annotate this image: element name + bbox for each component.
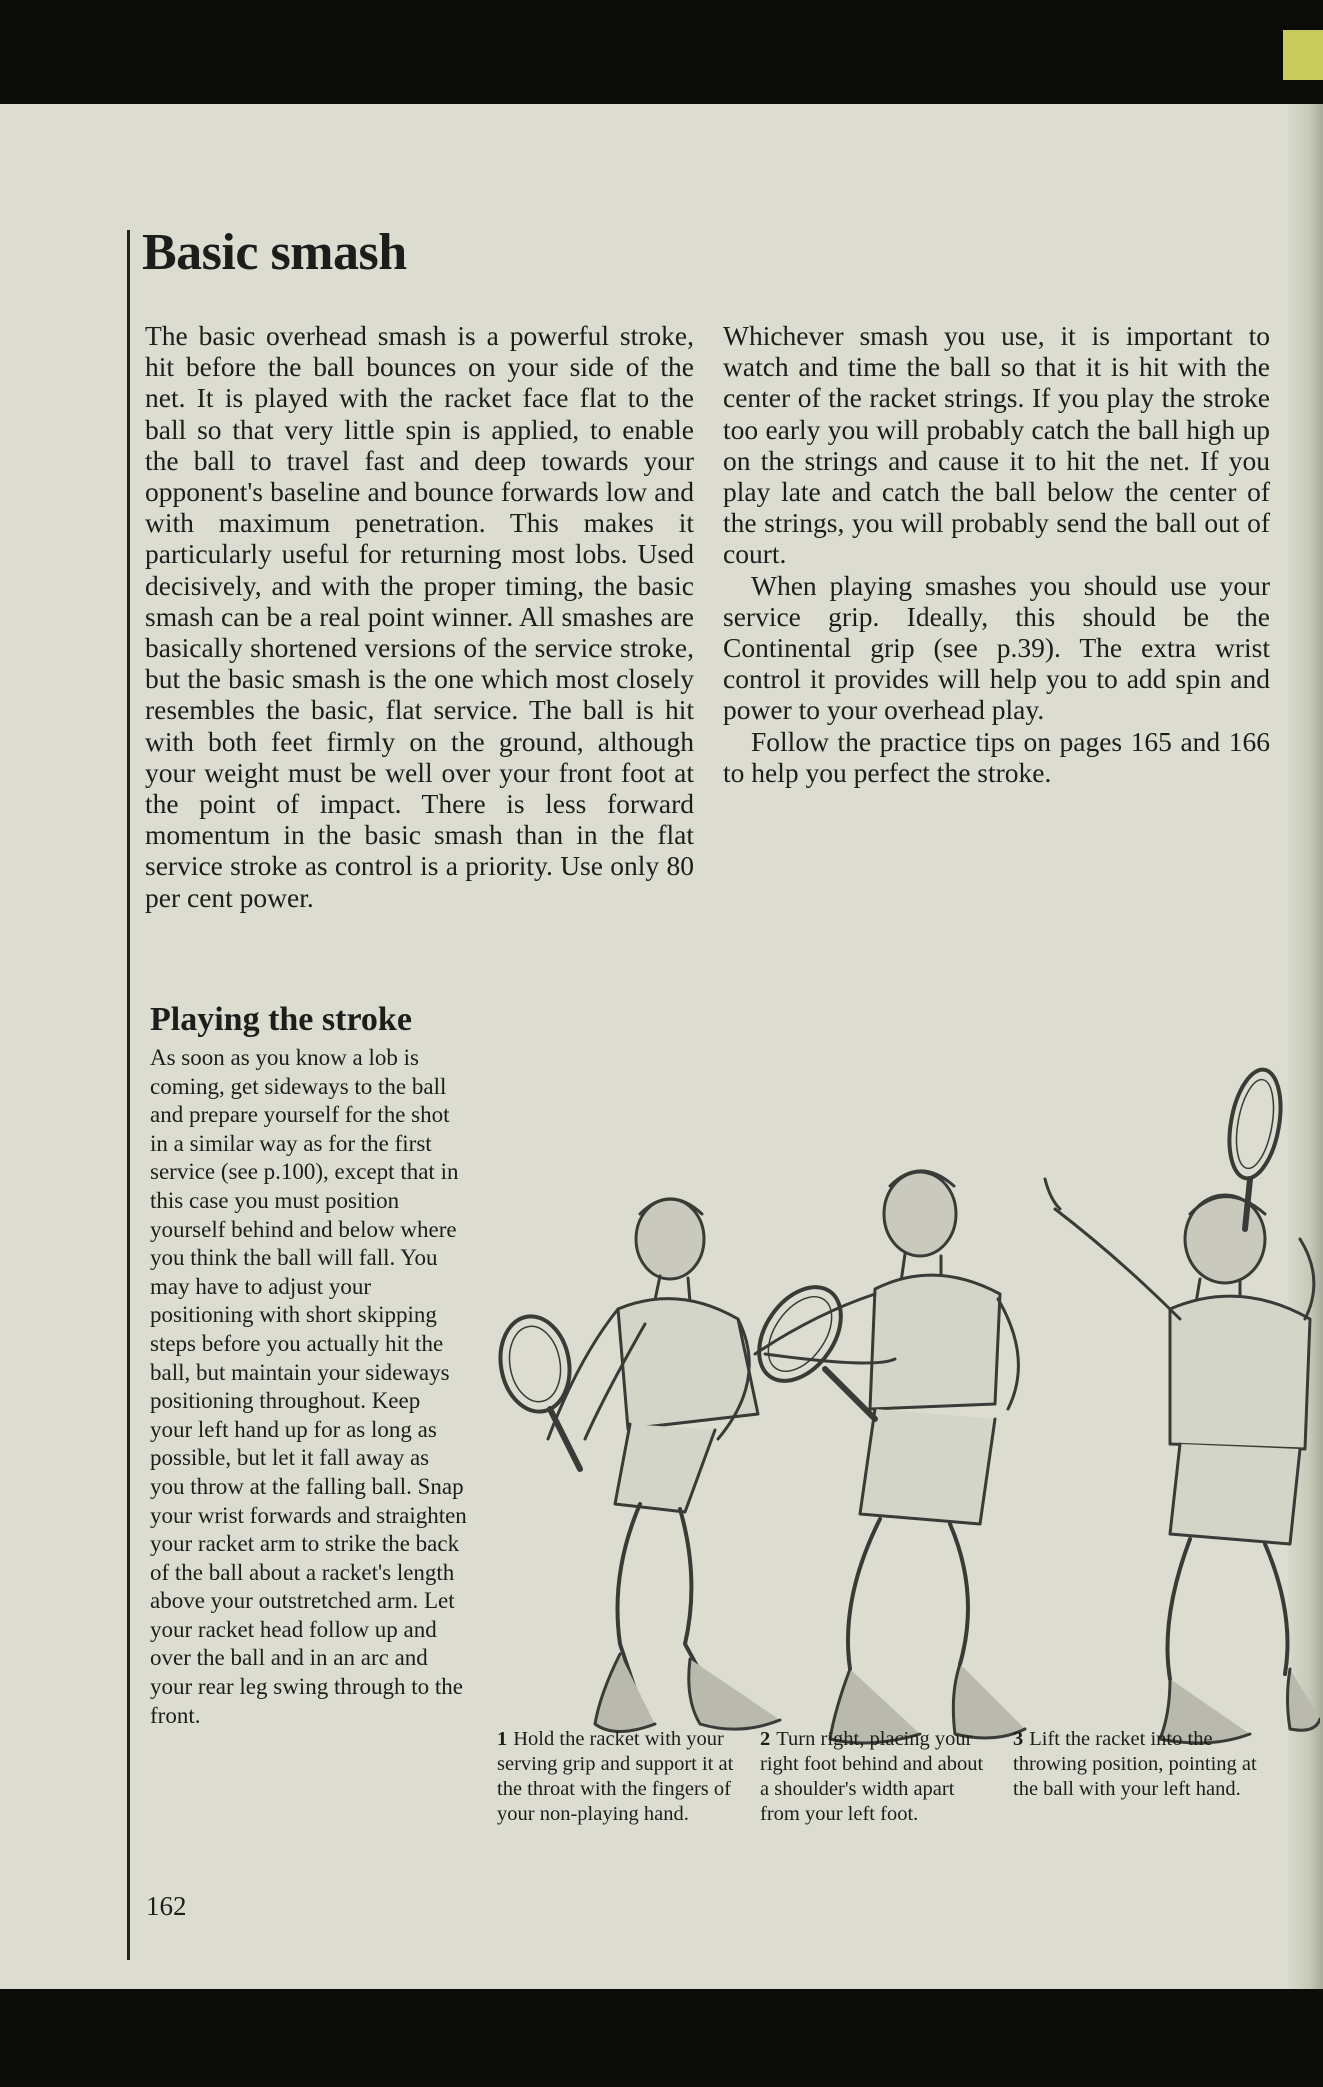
caption-number: 3 <box>1013 1728 1024 1750</box>
page-number: 162 <box>146 1891 187 1921</box>
caption-text: Lift the racket into the throwing position, pointing at the ball with your left hand. <box>1013 1728 1257 1800</box>
body-paragraph: When playing smashes you should use your service grip. Ideally, this should be the Continental grip (see p.39). The extra wrist control it provides will help you to add spin and power to your overhead play. <box>723 569 1270 726</box>
caption-text: Hold the racket with your serving grip and support it at the throat with the fingers of your non-playing hand. <box>497 1728 734 1825</box>
margin-rule <box>127 230 130 1960</box>
page-title: Basic smash <box>142 224 407 281</box>
caption-number: 2 <box>760 1728 771 1750</box>
caption-step-1 <box>497 1727 737 1827</box>
tennis-smash-illustration <box>490 964 1320 1804</box>
body-paragraph: Whichever smash you use, it is important to watch and time the ball so that it is hit with the center of the racket strings. If you play the stroke too early you will probably catch the ball high up on the strings and cause it to hit the net. If you play late and catch the ball below the center of the strings, you will probably send the ball out of court. <box>723 320 1270 570</box>
book-page <box>0 104 1323 1989</box>
caption-step-3 <box>1013 1727 1268 1802</box>
caption-number: 1 <box>497 1728 508 1750</box>
body-paragraph: Follow the practice tips on pages 165 and 166 to help you perfect the stroke. <box>723 725 1270 788</box>
sidebar-text: As soon as you know a lob is coming, get sideways to the ball and prepare yourself for the shot in a similar way as for the first service (see p.100), except that in this case you must position yourself behind and below where you think the ball will fall. You may have to adjust your positioning with short skipping steps before you actually hit the ball, but maintain your sideways positioning throughout. Keep your left hand up for as long as possible, but let it fall away as you throw at the falling ball. Snap your wrist forwards and straighten your racket arm to strike the back of the ball about a racket's length above your outstretched arm. Let your racket head follow up and over the ball and in an arc and your rear leg swing through to the front. <box>150 1045 467 1728</box>
sidebar-heading: Playing the stroke <box>150 1001 412 1038</box>
figure-1-player <box>493 1199 780 1732</box>
body-column-left <box>145 320 694 913</box>
body-column-right <box>723 320 1270 788</box>
body-paragraph: The basic overhead smash is a powerful stroke, hit before the ball bounces on your side of the net. It is played with the racket face flat to the ball so that very little spin is applied, to enable the ball to travel fast and deep towards your opponent's baseline and bounce forwards low and with maximum penetration. This makes it particularly useful for returning most lobs. Used decisively, and with the proper timing, the basic smash can be a real point winner. All smashes are basically shortened versions of the service stroke, but the basic smash is the one which most closely resembles the basic, flat service. The ball is hit with both feet firmly on the ground, although your weight must be well over your front foot at the point of impact. There is less forward momentum in the basic smash than in the flat service stroke as control is a priority. Use only 80 per cent power. <box>145 320 694 913</box>
figure-3-player <box>1045 1066 1320 1743</box>
caption-step-2 <box>760 1727 992 1827</box>
caption-text: Turn right, placing your right foot behind and about a shoulder's width apart from your left foot. <box>760 1728 984 1825</box>
figure-2-player <box>742 1171 1025 1743</box>
corner-tab <box>1283 30 1323 80</box>
